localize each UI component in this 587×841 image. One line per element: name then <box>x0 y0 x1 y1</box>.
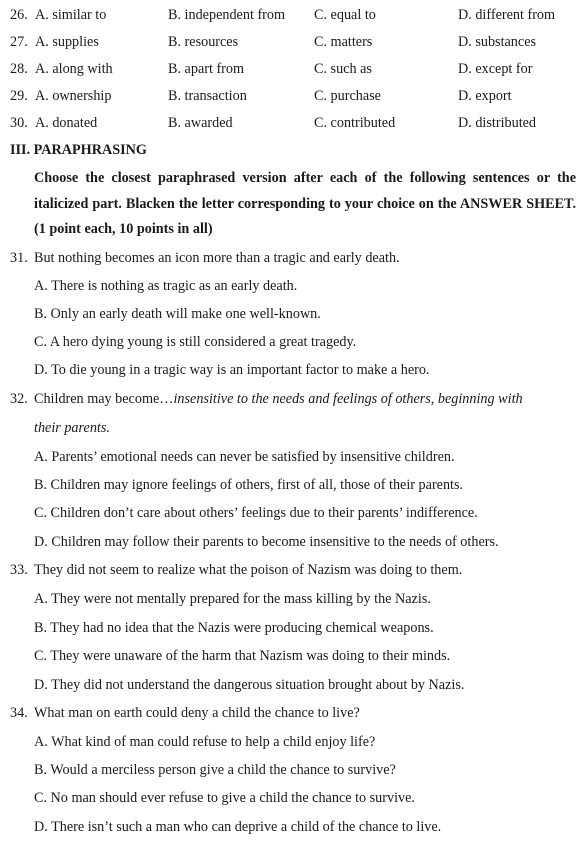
option-b: B. transaction <box>168 88 247 104</box>
option-d: D. except for <box>458 61 533 77</box>
answer-option-a: A. They were not mentally prepared for the mass killing by the Nazis. <box>34 591 431 607</box>
answer-option-a: A. Parents’ emotional needs can never be satisfied by insensitive children. <box>34 449 455 465</box>
section-title: III. PARAPHRASING <box>10 142 147 158</box>
option-c: C. such as <box>314 61 372 77</box>
question-number: 31. <box>10 250 28 266</box>
answer-option-a: A. What kind of man could refuse to help a child enjoy life? <box>34 734 376 750</box>
option-a: A. ownership <box>35 88 112 104</box>
option-d: D. different from <box>458 7 556 23</box>
option-c: C. contributed <box>314 115 396 131</box>
question-stem: What man on earth could deny a child the chance to live? <box>34 705 360 721</box>
answer-option-b: B. They had no idea that the Nazis were producing chemical weapons. <box>34 620 434 636</box>
answer-option-a: A. There is nothing as tragic as an early death. <box>34 278 298 294</box>
option-a: A. donated <box>35 115 98 131</box>
option-d: D. export <box>458 88 512 104</box>
question-number: 34. <box>10 705 28 721</box>
option-a: A. similar to <box>35 7 107 23</box>
option-d: D. distributed <box>458 115 537 131</box>
answer-option-c: C. Children don’t care about others’ feelings due to their parents’ indifference. <box>34 505 478 521</box>
question-31 <box>10 250 400 267</box>
section-instructions: Choose the closest paraphrased version after each of the following sentences or the italicized part. Blacken the letter corresponding to your choice on the ANSWER SHEET. (1 point each, 10 points in all) <box>34 170 576 237</box>
option-c: C. equal to <box>314 7 376 23</box>
option-c: C. purchase <box>314 88 381 104</box>
question-stem-italic: insensitive to the needs and feelings of others, beginning with <box>173 391 523 407</box>
vocab-row-30 <box>0 115 587 137</box>
question-stem-italic-continued: their parents. <box>34 420 110 436</box>
option-b: B. resources <box>168 34 239 50</box>
question-number: 28. <box>10 61 28 77</box>
answer-option-b: B. Children may ignore feelings of others, first of all, those of their parents. <box>34 477 464 493</box>
question-stem-prefix: Children may become… <box>34 391 174 407</box>
question-number: 32. <box>10 391 28 407</box>
option-b: B. independent from <box>168 7 286 23</box>
vocab-row-29 <box>0 88 587 110</box>
question-number: 30. <box>10 115 28 131</box>
answer-option-b: B. Only an early death will make one well-known. <box>34 306 321 322</box>
question-number: 29. <box>10 88 28 104</box>
option-b: B. awarded <box>168 115 233 131</box>
option-b: B. apart from <box>168 61 245 77</box>
question-number: 33. <box>10 562 28 578</box>
answer-option-d: D. To die young in a tragic way is an important factor to make a hero. <box>34 362 430 378</box>
answer-option-d: D. There isn’t such a man who can deprive a child of the chance to live. <box>34 819 442 835</box>
option-a: A. supplies <box>35 34 99 50</box>
answer-option-d: D. Children may follow their parents to become insensitive to the needs of others. <box>34 534 499 550</box>
question-stem: They did not seem to realize what the poison of Nazism was doing to them. <box>34 562 463 578</box>
answer-option-c: C. No man should ever refuse to give a child the chance to survive. <box>34 790 415 806</box>
question-34 <box>10 705 360 722</box>
question-number: 26. <box>10 7 28 23</box>
question-number: 27. <box>10 34 28 50</box>
option-d: D. substances <box>458 34 537 50</box>
option-a: A. along with <box>35 61 113 77</box>
answer-option-c: C. They were unaware of the harm that Nazism was doing to their minds. <box>34 648 451 664</box>
vocab-row-27 <box>0 34 587 56</box>
answer-option-d: D. They did not understand the dangerous situation brought about by Nazis. <box>34 677 465 693</box>
question-33 <box>10 562 462 579</box>
answer-option-b: B. Would a merciless person give a child the chance to survive? <box>34 762 396 778</box>
vocab-row-26 <box>0 7 587 29</box>
question-32 <box>10 391 523 408</box>
vocab-row-28 <box>0 61 587 83</box>
question-stem: But nothing becomes an icon more than a tragic and early death. <box>34 250 400 266</box>
option-c: C. matters <box>314 34 373 50</box>
answer-option-c: C. A hero dying young is still considered a great tragedy. <box>34 334 357 350</box>
